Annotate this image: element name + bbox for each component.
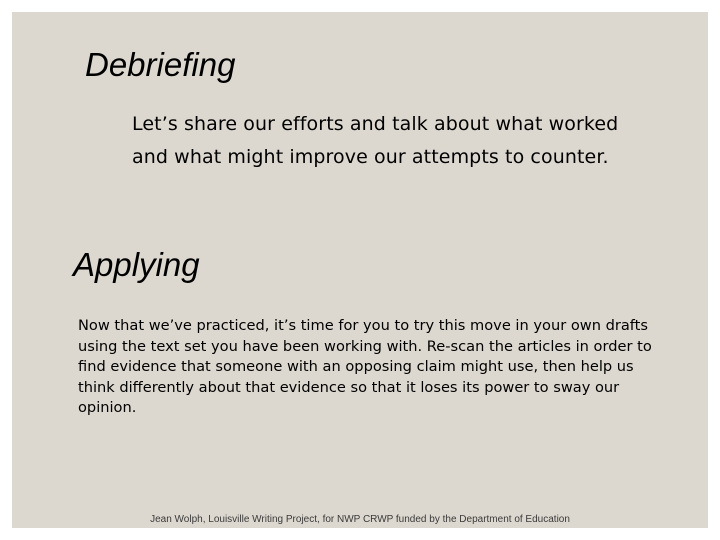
applying-text: Now that we’ve practiced, it’s time for you to try this move in your own drafts using the text set you have been working with. Re-scan the articles in order to find evidence that someone with an opposing claim might use, then help us think differently about that evidence so that it loses its power to sway our opinion. bbox=[78, 317, 652, 416]
debriefing-text: Let’s share our efforts and talk about what worked and what might improve our attempts to counter. bbox=[132, 113, 619, 168]
applying-heading: Applying bbox=[73, 246, 200, 283]
slide bbox=[12, 12, 708, 528]
debriefing-heading: Debriefing bbox=[85, 46, 236, 83]
slide-footer: Jean Wolph, Louisville Writing Project, for NWP CRWP funded by the Department of Education bbox=[150, 514, 570, 525]
